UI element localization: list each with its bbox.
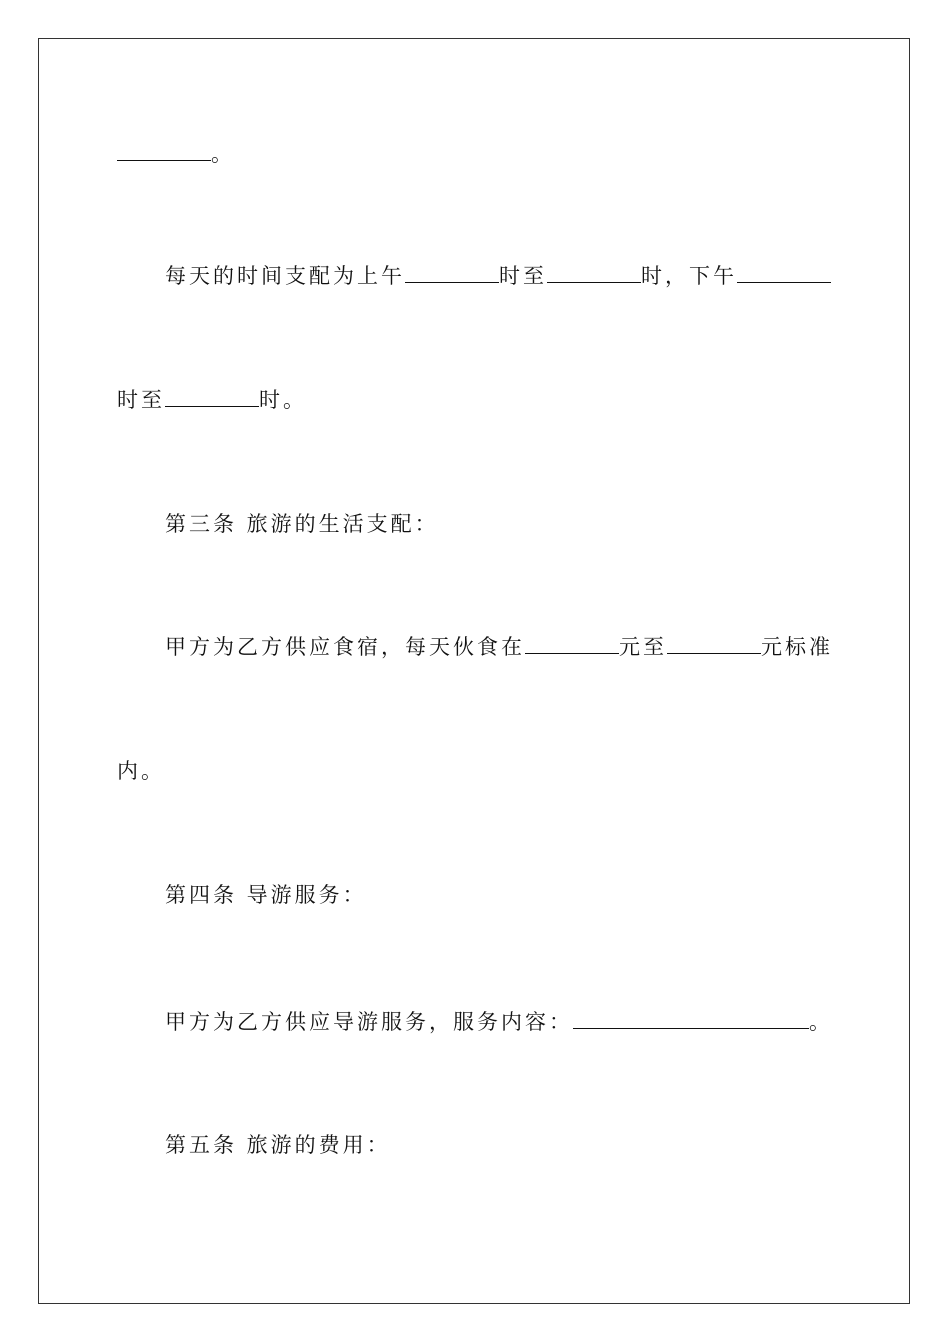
article-3-heading [165, 510, 439, 538]
line-text: 时。 [259, 388, 307, 412]
line-meals [165, 633, 833, 661]
line-text: 甲方为乙方供应食宿，每天伙食在 [165, 635, 525, 659]
line-text: 第三条 旅游的生活支配： [165, 512, 439, 536]
line-daily-schedule [165, 262, 831, 290]
fill-blank [737, 262, 831, 283]
article-5-heading [165, 1131, 391, 1159]
line-text: 内。 [117, 759, 165, 783]
line-text: 每天的时间支配为上午 [165, 264, 405, 288]
fill-blank [573, 1008, 809, 1029]
page-border [38, 38, 910, 1304]
line-text: 第四条 导游服务： [165, 883, 367, 907]
line-guide-service [165, 1008, 833, 1036]
fill-blank [117, 140, 211, 161]
line-text: 时至 [117, 388, 165, 412]
line-text: 。 [211, 142, 235, 166]
article-4-heading [165, 881, 367, 909]
line-text: 元标准 [761, 635, 833, 659]
line-text: 时，下午 [641, 264, 737, 288]
fill-blank [547, 262, 641, 283]
line-text: 甲方为乙方供应导游服务，服务内容： [165, 1010, 573, 1034]
line-blank-end [117, 140, 235, 168]
fill-blank [405, 262, 499, 283]
fill-blank [667, 633, 761, 654]
line-text: 元至 [619, 635, 667, 659]
fill-blank [165, 386, 259, 407]
line-meals-end [117, 757, 165, 785]
line-text: 时至 [499, 264, 547, 288]
fill-blank [525, 633, 619, 654]
line-text: 。 [809, 1010, 833, 1034]
line-text: 第五条 旅游的费用： [165, 1133, 391, 1157]
line-afternoon-schedule [117, 386, 307, 414]
